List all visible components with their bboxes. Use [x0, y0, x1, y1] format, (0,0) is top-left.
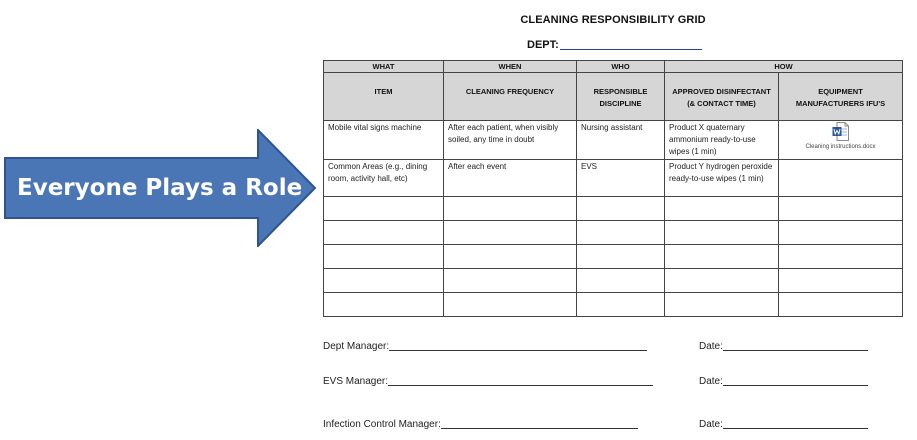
cell-ifu[interactable] — [779, 160, 903, 197]
empty-cell[interactable] — [324, 293, 444, 317]
date-label: Date: — [699, 419, 723, 430]
cell-discipline[interactable]: Nursing assistant — [577, 121, 665, 160]
empty-cell[interactable] — [779, 293, 903, 317]
empty-cell[interactable] — [444, 245, 577, 269]
empty-cell[interactable] — [665, 245, 779, 269]
empty-row — [324, 197, 903, 221]
empty-cell[interactable] — [577, 293, 665, 317]
empty-row — [324, 293, 903, 317]
cell-ifu[interactable] — [779, 121, 903, 160]
empty-cell[interactable] — [665, 293, 779, 317]
column-header-item: ITEM — [324, 73, 444, 121]
empty-cell[interactable] — [779, 269, 903, 293]
signature-line[interactable] — [441, 418, 638, 429]
empty-row — [324, 221, 903, 245]
column-header-frequency: CLEANING FREQUENCY — [444, 73, 577, 121]
date-label: Date: — [699, 376, 723, 387]
signature-line[interactable] — [389, 340, 647, 351]
date-dept-manager — [699, 340, 868, 352]
empty-cell[interactable] — [444, 293, 577, 317]
empty-cell[interactable] — [665, 221, 779, 245]
date-line[interactable] — [723, 375, 868, 386]
group-header-row — [324, 61, 903, 73]
empty-cell[interactable] — [324, 221, 444, 245]
empty-cell[interactable] — [444, 197, 577, 221]
signature-label: Infection Control Manager: — [323, 419, 441, 430]
attached-document[interactable] — [779, 121, 902, 151]
column-header-row — [324, 73, 903, 121]
signature-label: Dept Manager: — [323, 341, 390, 352]
dept-label: DEPT: — [527, 39, 559, 51]
group-header-what: WHAT — [324, 61, 444, 73]
attachment-caption: Cleaning instructions.docx — [805, 144, 876, 150]
cell-item[interactable]: Mobile vital signs machine — [324, 121, 444, 160]
empty-cell[interactable] — [779, 245, 903, 269]
group-header-who: WHO — [577, 61, 665, 73]
signature-label: EVS Manager: — [323, 376, 389, 387]
signature-evs-manager — [323, 375, 653, 387]
empty-cell[interactable] — [779, 221, 903, 245]
empty-cell[interactable] — [779, 197, 903, 221]
word-document-icon — [832, 122, 849, 141]
cell-disinfectant[interactable]: Product X quaternary ammonium ready-to-use wipes (1 min) — [665, 121, 779, 160]
signature-line[interactable] — [388, 375, 653, 386]
signature-dept-manager — [323, 340, 647, 352]
empty-cell[interactable] — [577, 245, 665, 269]
dept-input-line[interactable] — [560, 38, 702, 50]
empty-cell[interactable] — [665, 197, 779, 221]
empty-row — [324, 245, 903, 269]
column-header-discipline: RESPONSIBLE DISCIPLINE — [577, 73, 665, 121]
table-row — [324, 121, 903, 160]
cell-frequency[interactable]: After each event — [444, 160, 577, 197]
column-header-ifu: EQUIPMENT MANUFACTURERS IFU'S — [779, 73, 903, 121]
cell-discipline[interactable]: EVS — [577, 160, 665, 197]
responsibility-grid — [323, 60, 903, 317]
empty-cell[interactable] — [444, 221, 577, 245]
date-line[interactable] — [723, 340, 868, 351]
group-header-how: HOW — [665, 61, 903, 73]
date-evs-manager — [699, 375, 868, 387]
date-infection-control-manager — [699, 418, 868, 430]
empty-cell[interactable] — [324, 245, 444, 269]
callout-text: Everyone Plays a Role — [17, 175, 303, 201]
empty-cell[interactable] — [665, 269, 779, 293]
empty-cell[interactable] — [324, 197, 444, 221]
empty-cell[interactable] — [444, 269, 577, 293]
empty-row — [324, 269, 903, 293]
date-label: Date: — [699, 341, 723, 352]
signature-infection-control-manager — [323, 418, 638, 430]
cell-disinfectant[interactable]: Product Y hydrogen peroxide ready-to-use wipes (1 min) — [665, 160, 779, 197]
empty-cell[interactable] — [577, 197, 665, 221]
empty-cell[interactable] — [324, 269, 444, 293]
table-row — [324, 160, 903, 197]
column-header-disinfectant: APPROVED DISINFECTANT (& CONTACT TIME) — [665, 73, 779, 121]
group-header-when: WHEN — [444, 61, 577, 73]
cell-frequency[interactable]: After each patient, when visibly soiled, any time in doubt — [444, 121, 577, 160]
cell-item[interactable]: Common Areas (e.g., dining room, activity hall, etc) — [324, 160, 444, 197]
document-title: CLEANING RESPONSIBILITY GRID — [520, 14, 706, 26]
empty-cell[interactable] — [577, 269, 665, 293]
dept-field — [527, 38, 702, 51]
date-line[interactable] — [723, 418, 868, 429]
empty-cell[interactable] — [577, 221, 665, 245]
